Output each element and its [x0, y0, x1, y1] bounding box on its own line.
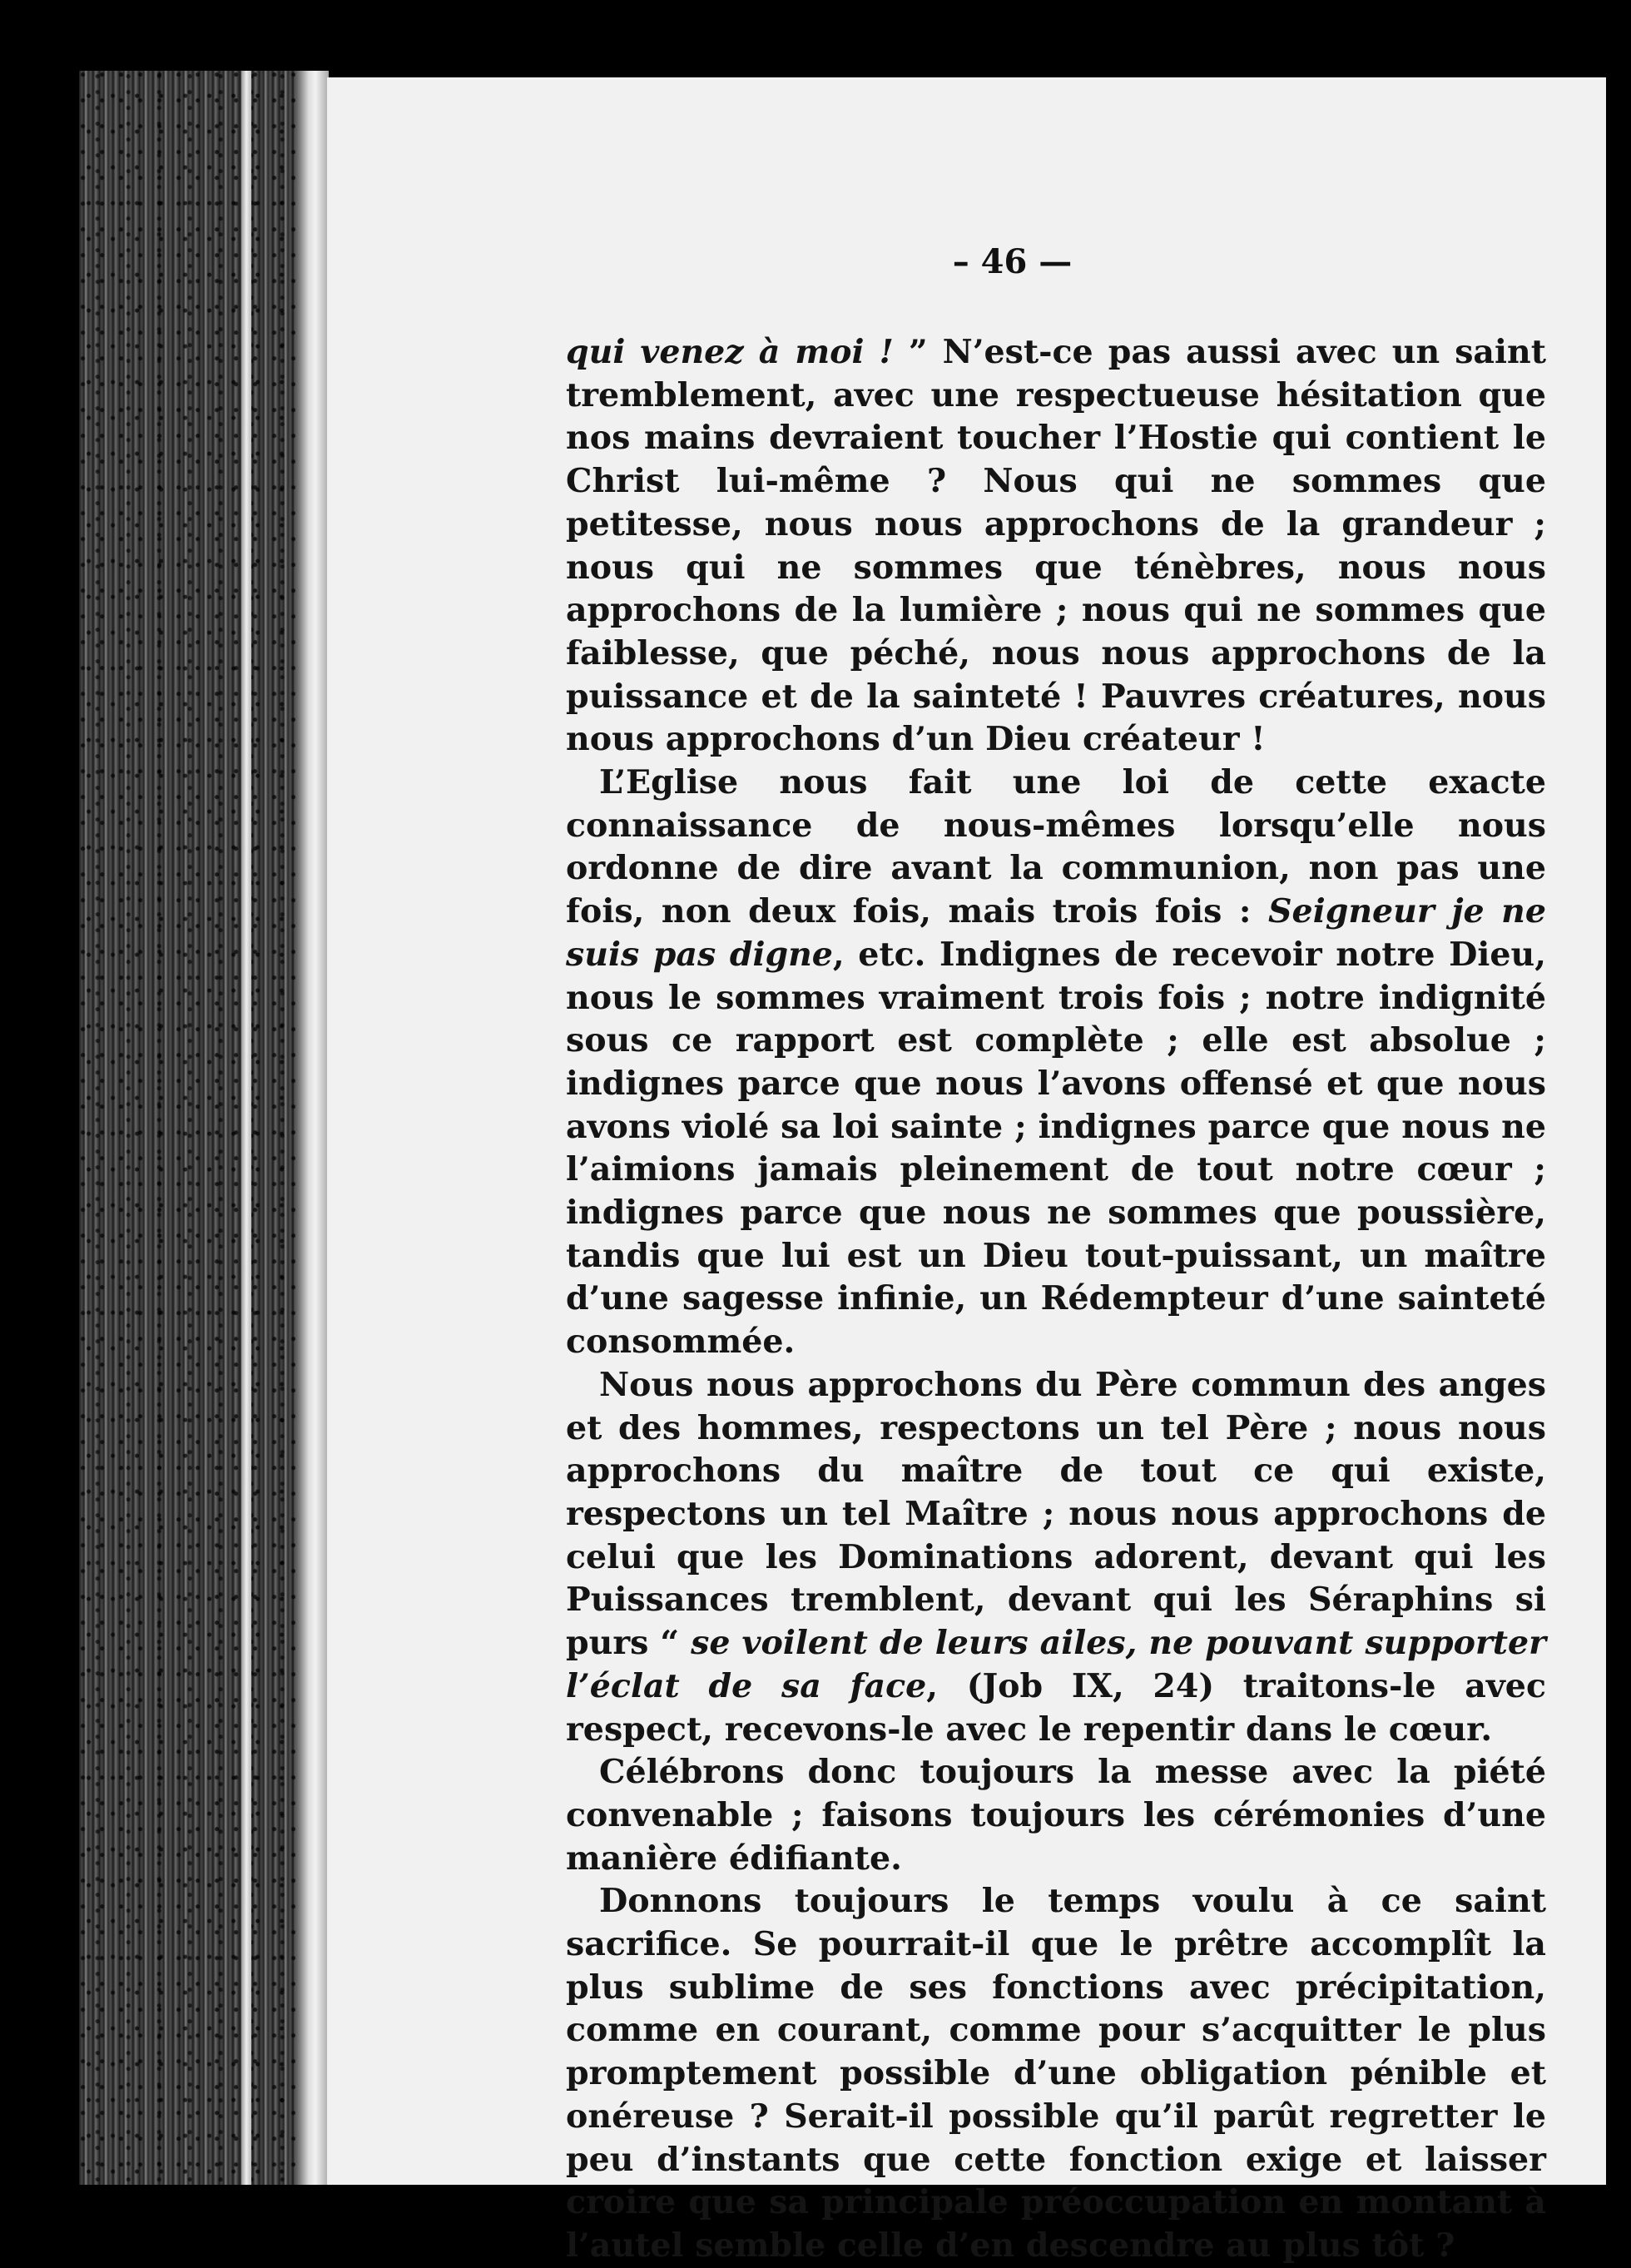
- book-binding: [79, 71, 325, 2185]
- page-gutter: [295, 71, 329, 2185]
- page-number: – 46 —: [952, 242, 1073, 281]
- book-page: [327, 77, 1606, 2265]
- italic-text: se voilent de leurs ailes, ne pouvant supporter l’éclat de sa face: [566, 1624, 1546, 1705]
- text-segment: Donnons toujours le temps voulu à ce saint sacrifice. Se pourrait-il que le prêtre accomplît la plus sublime de ses fonctions avec précipitation, comme en courant, comme pour s’acquitter le plus promptement possible d’une obligation pénible et onéreuse ? Serait-il possible qu’il parût regretter le peu d’instants que cette fonction exige et laisser croire que sa principale préoccupation en montant à l’autel semble celle d’en descendre au plus tôt ?: [566, 1882, 1546, 2265]
- paragraph-2: [566, 762, 1546, 1364]
- text-segment: , (Job IX, 24) traitons-le avec respect, recevons-le avec le repentir dans le cœur.: [566, 1666, 1546, 1749]
- text-segment: L’Eglise nous fait une loi de cette exacte connaissance de nous-mêmes lorsqu’elle nous ordonne de dire avant la communion, non pas une fois, non deux fois, mais trois fois :: [566, 763, 1546, 931]
- paragraph-5: [566, 1880, 1546, 2267]
- text-segment: , etc. Indignes de recevoir notre Dieu, nous le sommes vraiment trois fois ; notre indignité sous ce rapport est complète ; elle est absolue ; indignes parce que nous l’avons offensé et que nous avons violé sa loi sainte ; indignes parce que nous ne l’aimions jamais pleinement de tout notre cœur ; indignes parce que nous ne sommes que poussière, tandis que lui est un Dieu tout-puissant, un maître d’une sagesse infinie, un Rédempteur d’une sainteté consommée.: [566, 935, 1546, 1362]
- paragraph-1: [566, 331, 1546, 762]
- paragraph-4: [566, 1751, 1546, 1880]
- binding-edge: [241, 71, 251, 2185]
- text-segment: ” N’est-ce pas aussi avec un saint tremblement, avec une respectueuse hésitation que nos mains devraient toucher l’Hostie qui contient le Christ lui-même ? Nous qui ne sommes que petitesse, nous nous approchons de la grandeur ; nous qui ne sommes que ténèbres, nous nous approchons de la lumière ; nous qui ne sommes que faiblesse, que péché, nous nous approchons de la puissance et de la sainteté ! Pauvres créatures, nous nous approchons d’un Dieu créateur !: [566, 333, 1546, 759]
- text-segment: Nous nous approchons du Père commun des anges et des hommes, respectons un tel Père ; nous nous approchons du maître de tout ce qui existe, respectons un tel Maître ; nous nous approchons de celui que les Dominations adorent, devant qui les Puissances tremblent, devant qui les Séraphins si purs “: [566, 1365, 1546, 1663]
- italic-text: Seigneur je ne suis pas digne: [566, 892, 1546, 974]
- body-text: [566, 331, 1546, 2268]
- italic-text: qui venez à moi !: [566, 333, 909, 371]
- text-segment: Célébrons donc toujours la messe avec la piété convenable ; faisons toujours les cérémonies d’une manière édifiante.: [566, 1753, 1546, 1878]
- paragraph-3: [566, 1364, 1546, 1751]
